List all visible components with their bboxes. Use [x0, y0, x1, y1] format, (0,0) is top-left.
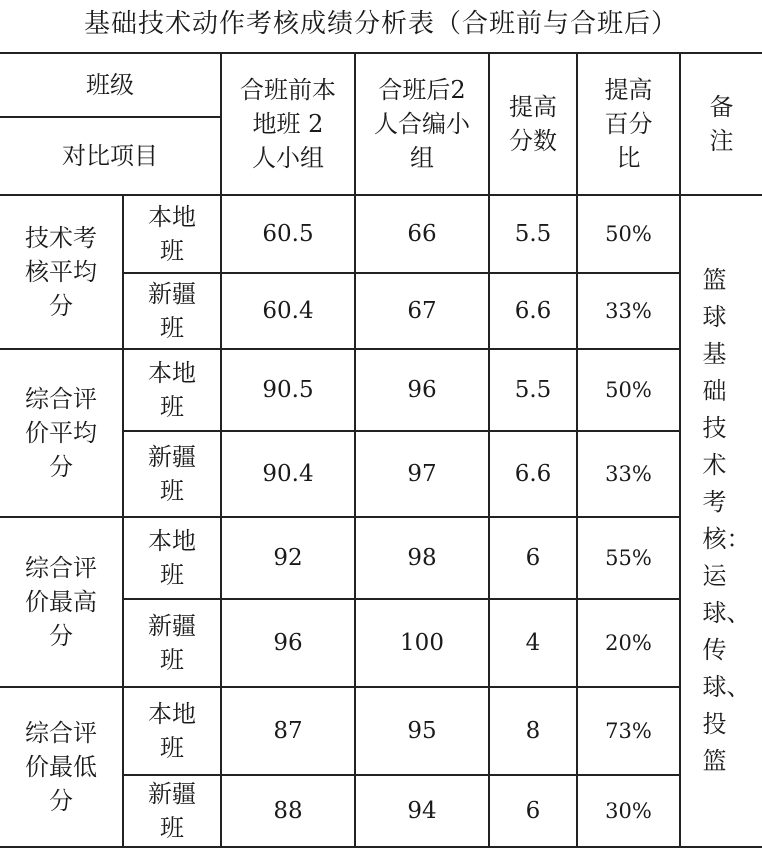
before-score: 60.5 [221, 195, 355, 273]
class-name: 新疆班 [123, 599, 221, 687]
header-compare-item: 对比项目 [62, 142, 158, 170]
compare-item: 综合评价最低分 [0, 687, 123, 847]
compare-item: 技术考核平均分 [0, 195, 123, 349]
gain-score: 6 [489, 517, 577, 599]
header-gain-pct: 提高百分比 [577, 53, 680, 195]
compare-item: 综合评价最高分 [0, 517, 123, 687]
before-score: 96 [221, 599, 355, 687]
table-row [0, 349, 762, 431]
header-note: 备注 [680, 53, 762, 195]
header-class: 班级 [0, 54, 220, 118]
gain-percent: 30% [577, 775, 680, 847]
after-score: 67 [355, 273, 489, 349]
gain-percent: 55% [577, 517, 680, 599]
after-score: 94 [355, 775, 489, 847]
class-name: 本地班 [123, 195, 221, 273]
class-name: 本地班 [123, 349, 221, 431]
before-score: 60.4 [221, 273, 355, 349]
before-score: 87 [221, 687, 355, 775]
after-score: 100 [355, 599, 489, 687]
table-title: 基础技术动作考核成绩分析表（合班前与合班后） [83, 9, 678, 39]
gain-score: 6.6 [489, 431, 577, 517]
note-remark: 篮球基础技术考核：运球、传球、投篮 [680, 195, 762, 847]
gain-percent: 20% [577, 599, 680, 687]
table-row [0, 517, 762, 599]
after-score: 97 [355, 431, 489, 517]
class-name: 新疆班 [123, 273, 221, 349]
gain-percent: 50% [577, 195, 680, 273]
header-class-compare [0, 53, 221, 195]
class-name: 本地班 [123, 687, 221, 775]
table-row [0, 195, 762, 273]
class-name: 本地班 [123, 517, 221, 599]
header-after: 合班后2 人合编小组 [355, 53, 489, 195]
gain-score: 4 [489, 599, 577, 687]
gain-percent: 33% [577, 273, 680, 349]
compare-item: 综合评价平均分 [0, 349, 123, 517]
before-score: 90.5 [221, 349, 355, 431]
gain-score: 6.6 [489, 273, 577, 349]
header-gain: 提高分数 [489, 53, 577, 195]
gain-score: 6 [489, 775, 577, 847]
gain-percent: 33% [577, 431, 680, 517]
score-analysis-table [0, 52, 762, 848]
table-row [0, 687, 762, 775]
before-score: 88 [221, 775, 355, 847]
class-name: 新疆班 [123, 431, 221, 517]
after-score: 98 [355, 517, 489, 599]
header-row [0, 53, 762, 195]
header-before: 合班前本地班 2 人小组 [221, 53, 355, 195]
before-score: 92 [221, 517, 355, 599]
after-score: 96 [355, 349, 489, 431]
after-score: 66 [355, 195, 489, 273]
after-score: 95 [355, 687, 489, 775]
gain-percent: 73% [577, 687, 680, 775]
before-score: 90.4 [221, 431, 355, 517]
gain-percent: 50% [577, 349, 680, 431]
gain-score: 5.5 [489, 349, 577, 431]
gain-score: 5.5 [489, 195, 577, 273]
gain-score: 8 [489, 687, 577, 775]
class-name: 新疆班 [123, 775, 221, 847]
